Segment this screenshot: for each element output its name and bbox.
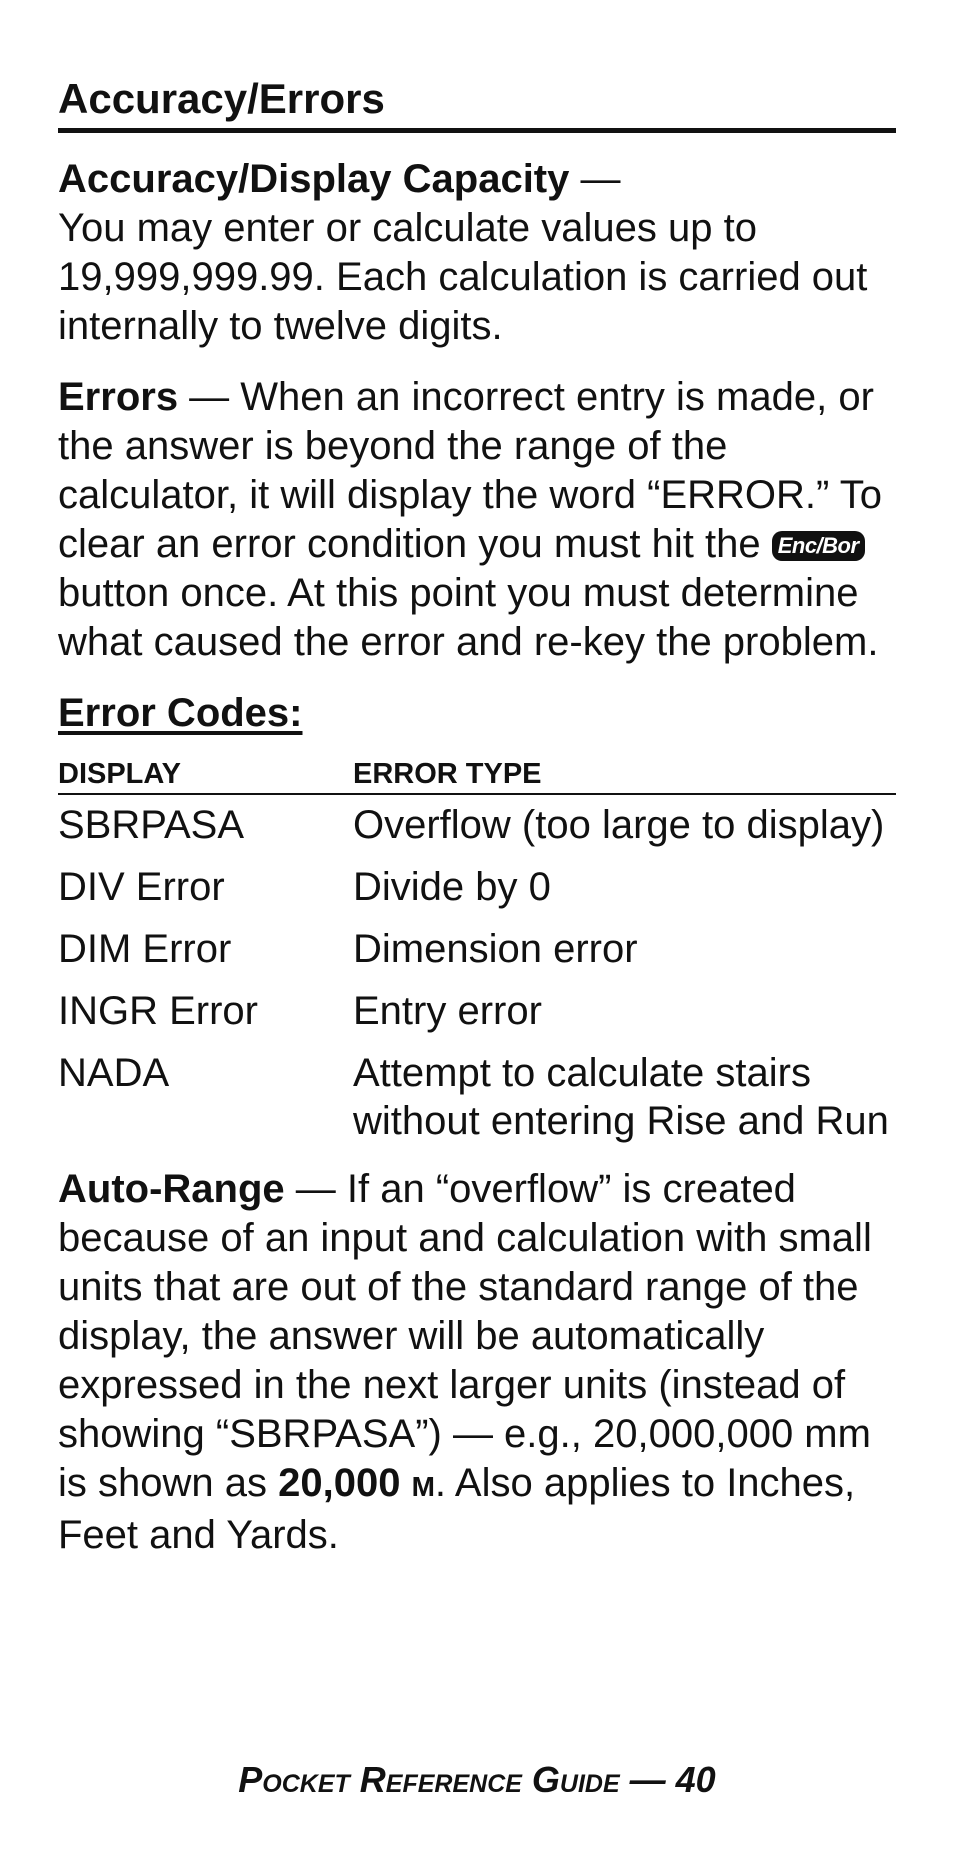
error-display-cell: INGR Error <box>58 989 258 1033</box>
error-type-cell: Divide by 0 <box>353 865 551 909</box>
error-type-cell: Overflow (too large to display) <box>353 803 885 847</box>
errors-text-before-key: — When an incorrect entry is made, or the answer is beyond the range of the calculator, it will display the word “ERROR.” To clear an error condition you must hit the <box>58 375 882 566</box>
error-display-cell: NADA <box>58 1051 170 1095</box>
auto-range-result-unit: M <box>411 1471 435 1502</box>
table-row <box>58 1049 896 1159</box>
page-footer: Pocket Reference Guide — 40 <box>238 1759 716 1800</box>
table-row <box>58 863 896 925</box>
auto-range-text-end: . Also applies to Inches, Feet and Yards. <box>58 1461 856 1557</box>
auto-range-text: — If an “overflow” is created because of an input and calculation with small units that are out of the standard range of the display, the answer will be automatically expressed in the next larger units (instead of showing “SBRPASA”) — e.g., 20,000,000 mm is shown as <box>58 1167 872 1505</box>
error-type-cell: Entry error <box>353 989 542 1033</box>
error-codes-header-row <box>58 757 896 794</box>
accuracy-dash: — <box>569 157 621 201</box>
errors-text-after-key: button once. At this point you must determine what caused the error and re-key the problem. <box>58 571 879 664</box>
section-title: Accuracy/Errors <box>58 74 896 133</box>
error-display-cell: DIM Error <box>58 927 232 971</box>
enc-bor-key-icon: Enc/Bor <box>772 531 865 561</box>
page <box>58 74 896 1560</box>
error-type-cell: Attempt to calculate stairs without entering Rise and Run <box>353 1051 889 1143</box>
error-display-cell: SBRPASA <box>58 803 244 847</box>
table-row <box>58 925 896 987</box>
errors-paragraph <box>58 373 896 667</box>
column-header-error-type: ERROR TYPE <box>353 757 896 794</box>
errors-heading: Errors <box>58 375 179 419</box>
table-row <box>58 794 896 863</box>
error-codes-table <box>58 757 896 1159</box>
auto-range-paragraph <box>58 1165 896 1560</box>
column-header-display: DISPLAY <box>58 757 353 794</box>
accuracy-paragraph <box>58 155 896 351</box>
auto-range-heading: Auto-Range <box>58 1167 285 1211</box>
accuracy-heading: Accuracy/Display Capacity <box>58 157 570 201</box>
error-type-cell: Dimension error <box>353 927 638 971</box>
error-display-cell: DIV Error <box>58 865 225 909</box>
error-codes-title: Error Codes: <box>58 691 303 735</box>
table-row <box>58 987 896 1049</box>
auto-range-result-value: 20,000 <box>278 1461 401 1505</box>
accuracy-text: You may enter or calculate values up to 19,999,999.99. Each calculation is carried out internally to twelve digits. <box>58 206 868 348</box>
